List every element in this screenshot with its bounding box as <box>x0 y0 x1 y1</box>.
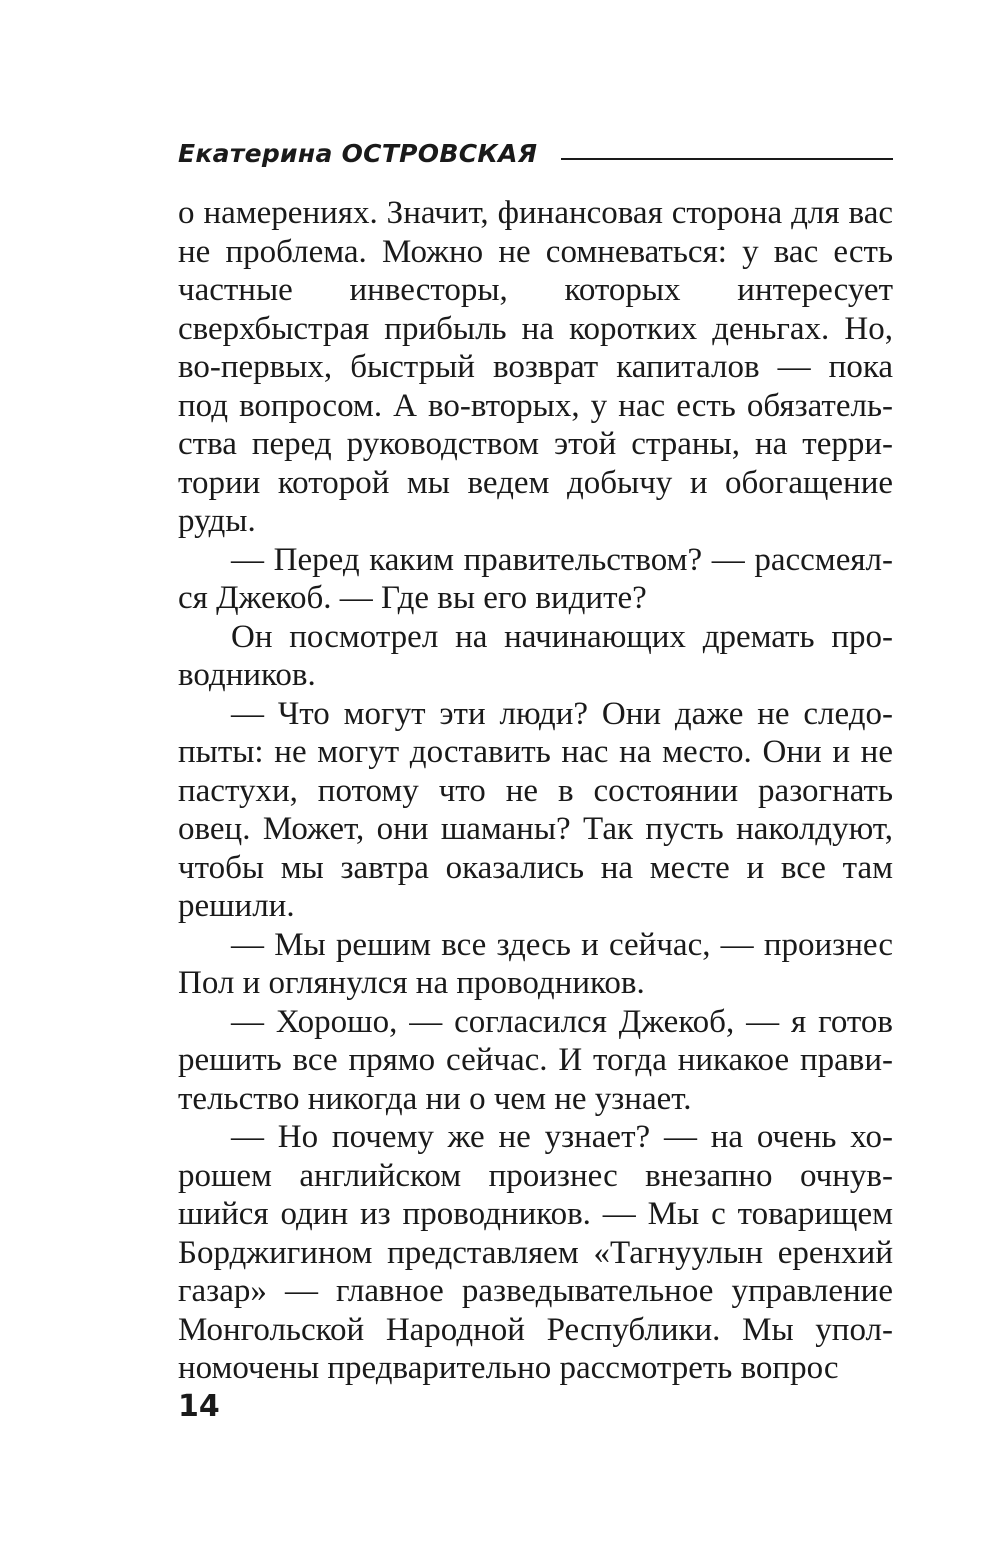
paragraph: — Что могут эти люди? Они даже не следопыты: не могут доставить нас на место. Они и не пастухи, потому что не в состоянии разогнать овец. Может, они шаманы? Так пусть наколдуют, чтобы мы завтра оказались на месте и все там решили. <box>178 695 893 924</box>
paragraph: — Мы решим все здесь и сейчас, — произнес Пол и оглянулся на проводников. <box>178 926 893 1001</box>
paragraph: — Перед каким правительством? — рассмеялся Джекоб. — Где вы его видите? <box>178 541 893 616</box>
author-name: Екатерина ОСТРОВСКАЯ <box>178 139 538 168</box>
body-text <box>178 194 893 1388</box>
paragraph: — Но почему же не узнает? — на очень хорошем английском произнес внезапно очнувшийся один из проводников. — Мы с товарищем Борджигином представляем «Тагнуулын еренхий газар» — главное разведывательное управление Монгольской Народной Республики. Мы уполномочены предварительно рассмотреть вопрос <box>178 1119 893 1386</box>
paragraph-continued: о намерениях. Значит, финансовая сторона для вас не проблема. Можно не сомневаться: у вас есть частные инвесторы, которых интересует сверхбыстрая прибыль на коротких деньгах. Но, во-первых, быстрый возврат капиталов — пока под вопросом. А во-вторых, у нас есть обязательства перед руководством этой страны, на территории которой мы ведем добычу и обогащение руды. <box>178 195 893 539</box>
page-number: 14 <box>178 1389 220 1424</box>
running-head <box>178 130 893 170</box>
paragraph: — Хорошо, — согласился Джекоб, — я готов решить все прямо сейчас. И тогда никакое правительство никогда ни о чем не узнает. <box>178 1003 893 1117</box>
paragraph: Он посмотрел на начинающих дремать проводников. <box>178 618 893 693</box>
header-rule <box>561 158 893 160</box>
